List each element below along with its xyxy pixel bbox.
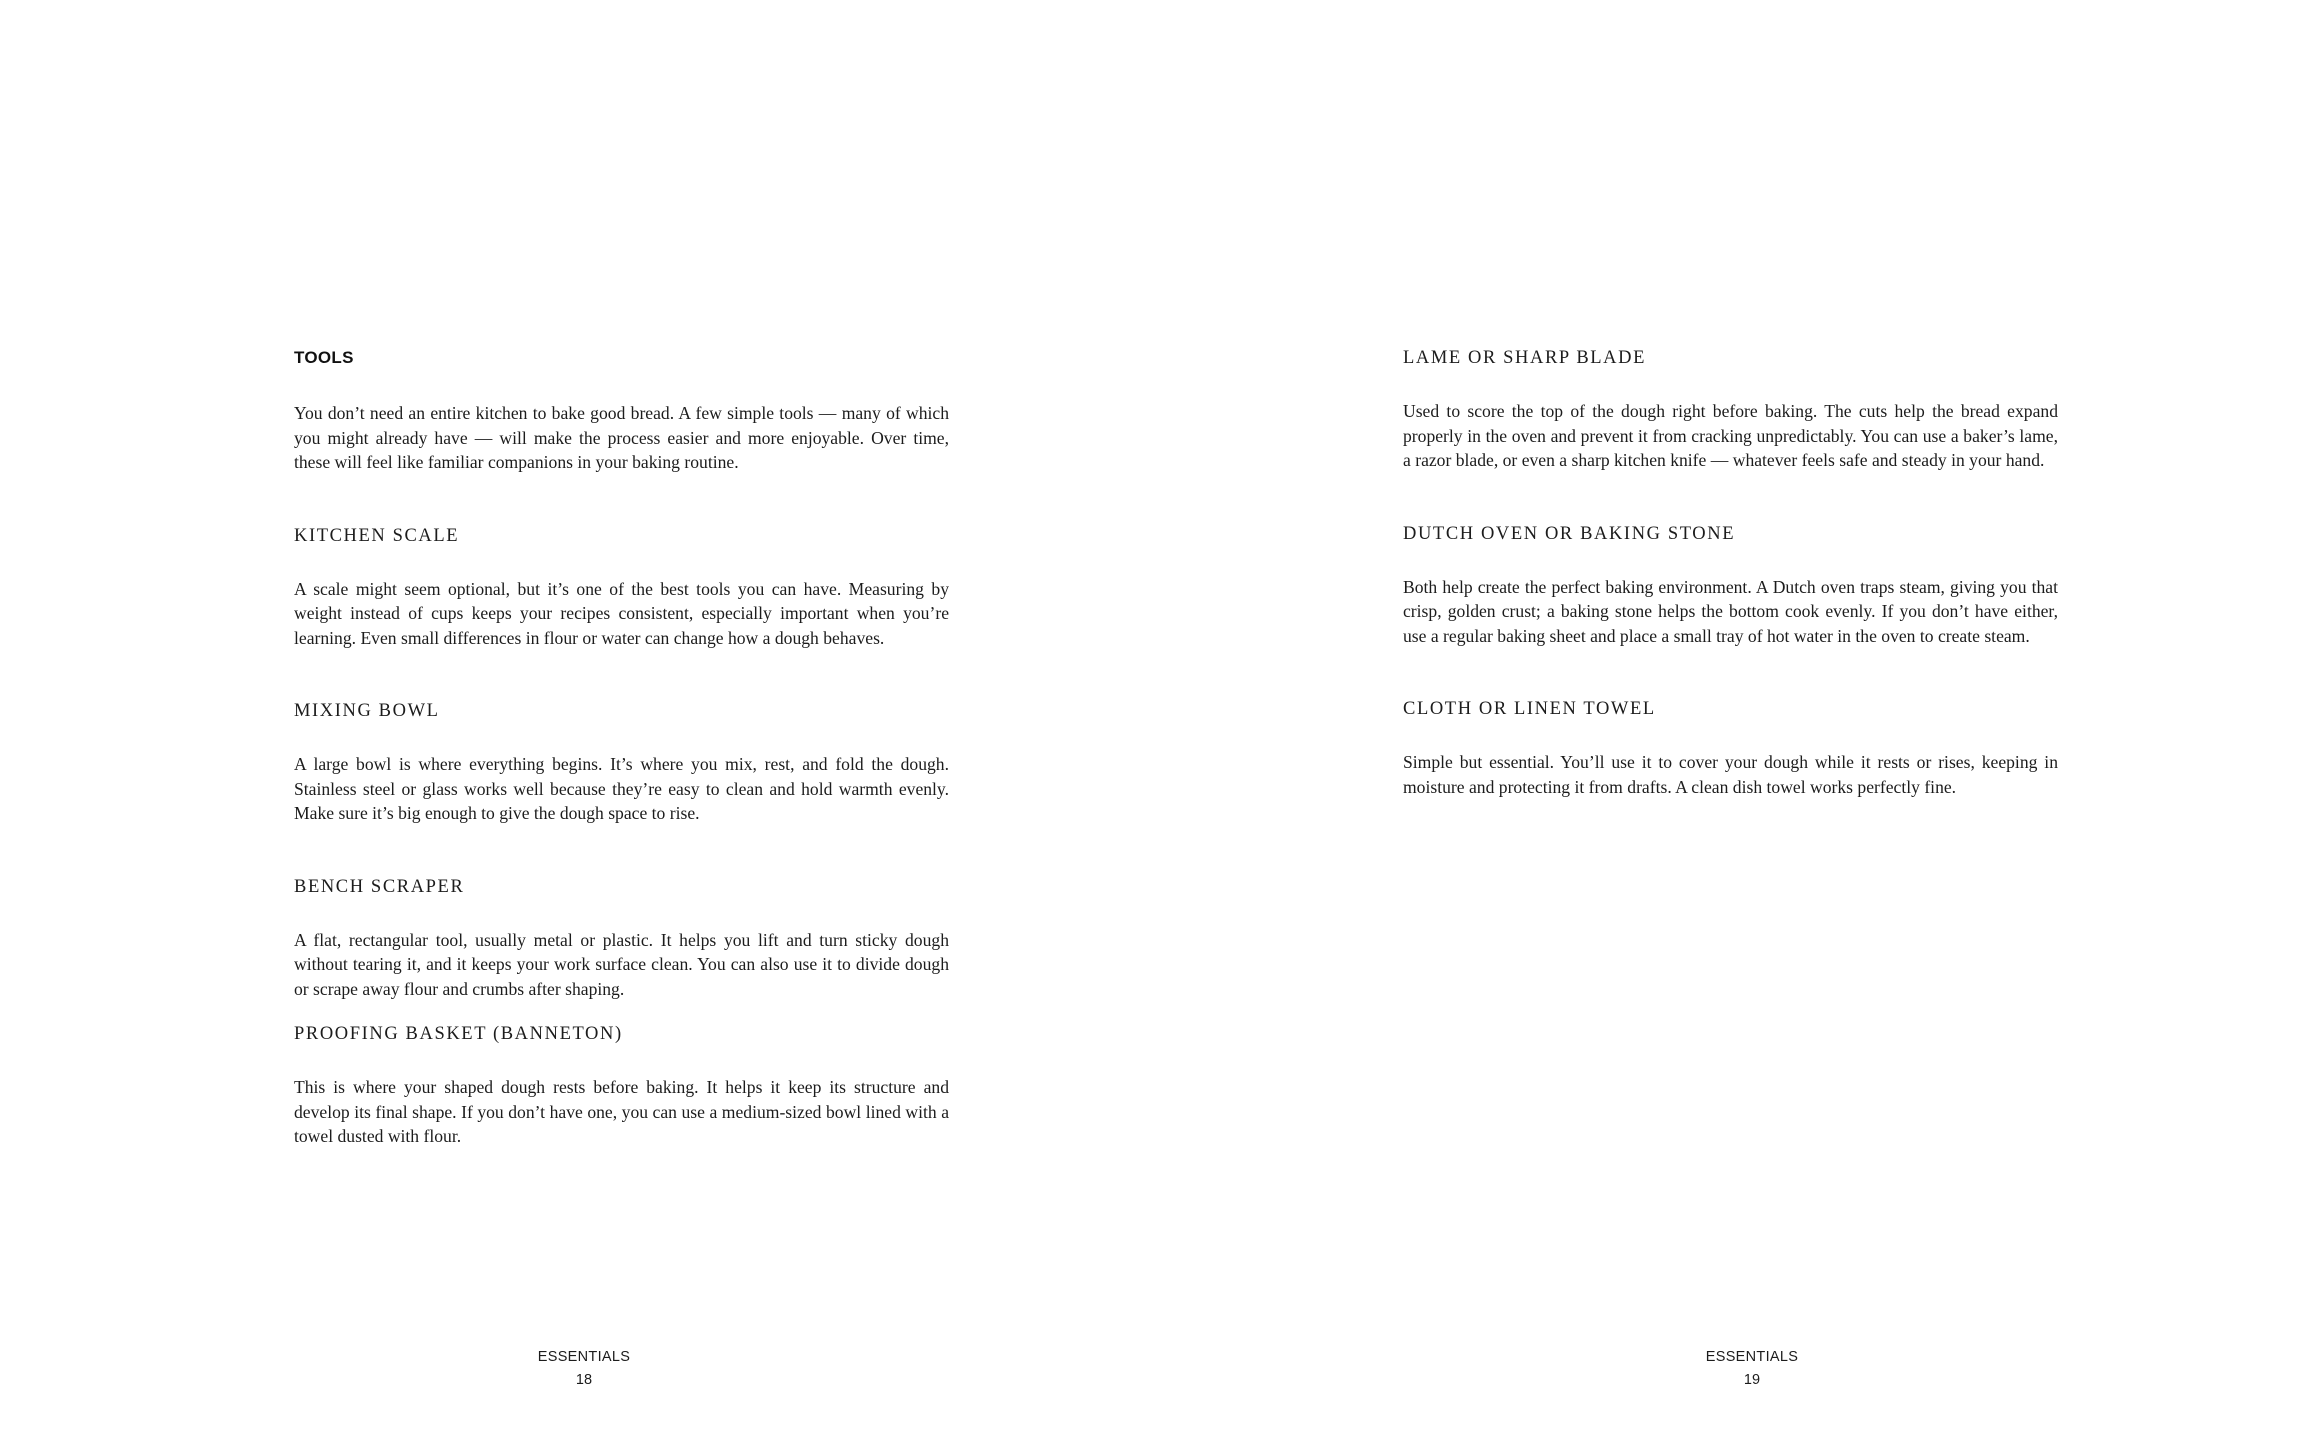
right-page-column — [1403, 345, 2058, 847]
section-title: TOOLS — [294, 348, 354, 367]
tool-heading-towel: CLOTH OR LINEN TOWEL — [1403, 699, 1656, 719]
tool-heading-dutch-oven: DUTCH OVEN OR BAKING STONE — [1403, 523, 1736, 544]
footer-chapter-label: ESSENTIALS — [1705, 1349, 1799, 1365]
tool-body-dutch-oven: Both help create the perfect baking environment. A Dutch oven traps steam, giving you that crisp, golden crust; a baking stone helps the bottom cook evenly. If you don’t have either, use a regular baking sheet and place a small tray of hot water in the oven to create steam. — [1403, 576, 2058, 646]
tool-body-lame: Used to score the top of the dough right before baking. The cuts help the bread expand properly in the oven and prevent it from cracking unpredictably. You can use a baker’s lame, a razor blade, or even a sharp kitchen knife — whatever feels safe and steady in your hand. — [1403, 401, 2058, 470]
page-number: 19 — [1743, 1372, 1761, 1388]
tool-heading-lame: LAME OR SHARP BLADE — [1403, 348, 1646, 368]
tool-body-kitchen-scale: A scale might seem optional, but it’s one of the best tools you can have. Measuring by weight instead of cups keeps your recipes consistent, especially important when you’re learning. Even small differences in flour or water can change how a dough behaves. — [294, 578, 949, 648]
tool-body-proofing-basket: This is where your shaped dough rests before baking. It helps it keep its structure and develop its final shape. If you don’t have one, you can use a medium-sized bowl lined with a towel dusted with flour. — [294, 1077, 949, 1146]
left-page-column — [294, 345, 949, 1197]
tool-heading-mixing-bowl: MIXING BOWL — [294, 701, 440, 721]
footer-chapter-label: ESSENTIALS — [537, 1349, 631, 1365]
tool-heading-proofing-basket: PROOFING BASKET (BANNETON) — [294, 1024, 623, 1044]
tool-body-mixing-bowl: A large bowl is where everything begins. It’s where you mix, rest, and fold the dough. Stainless steel or glass works well because they’re easy to clean and hold warmth evenly. Make sure it’s big enough to give the dough space to rise. — [294, 754, 949, 823]
tool-heading-bench-scraper: BENCH SCRAPER — [294, 876, 465, 897]
tool-body-towel: Simple but essential. You’ll use it to cover your dough while it rests or rises, keeping in moisture and protecting it from drafts. A clean dish towel works perfectly fine. — [1403, 752, 2058, 797]
right-page — [1152, 0, 2304, 1440]
right-page-footer — [1652, 1346, 1852, 1392]
left-page-footer — [484, 1346, 684, 1392]
tool-body-bench-scraper: A flat, rectangular tool, usually metal or plastic. It helps you lift and turn sticky dough without tearing it, and it keeps your work surface clean. You can also use it to divide dough or scrape away flour and crumbs after shaping. — [294, 929, 949, 999]
tool-heading-kitchen-scale: KITCHEN SCALE — [294, 525, 460, 546]
intro-paragraph: You don’t need an entire kitchen to bake good bread. A few simple tools — many of which you might already have — will make the process easier and more enjoyable. Over time, these will feel like familiar companions in your baking routine. — [294, 403, 949, 472]
page-number: 18 — [575, 1372, 593, 1388]
